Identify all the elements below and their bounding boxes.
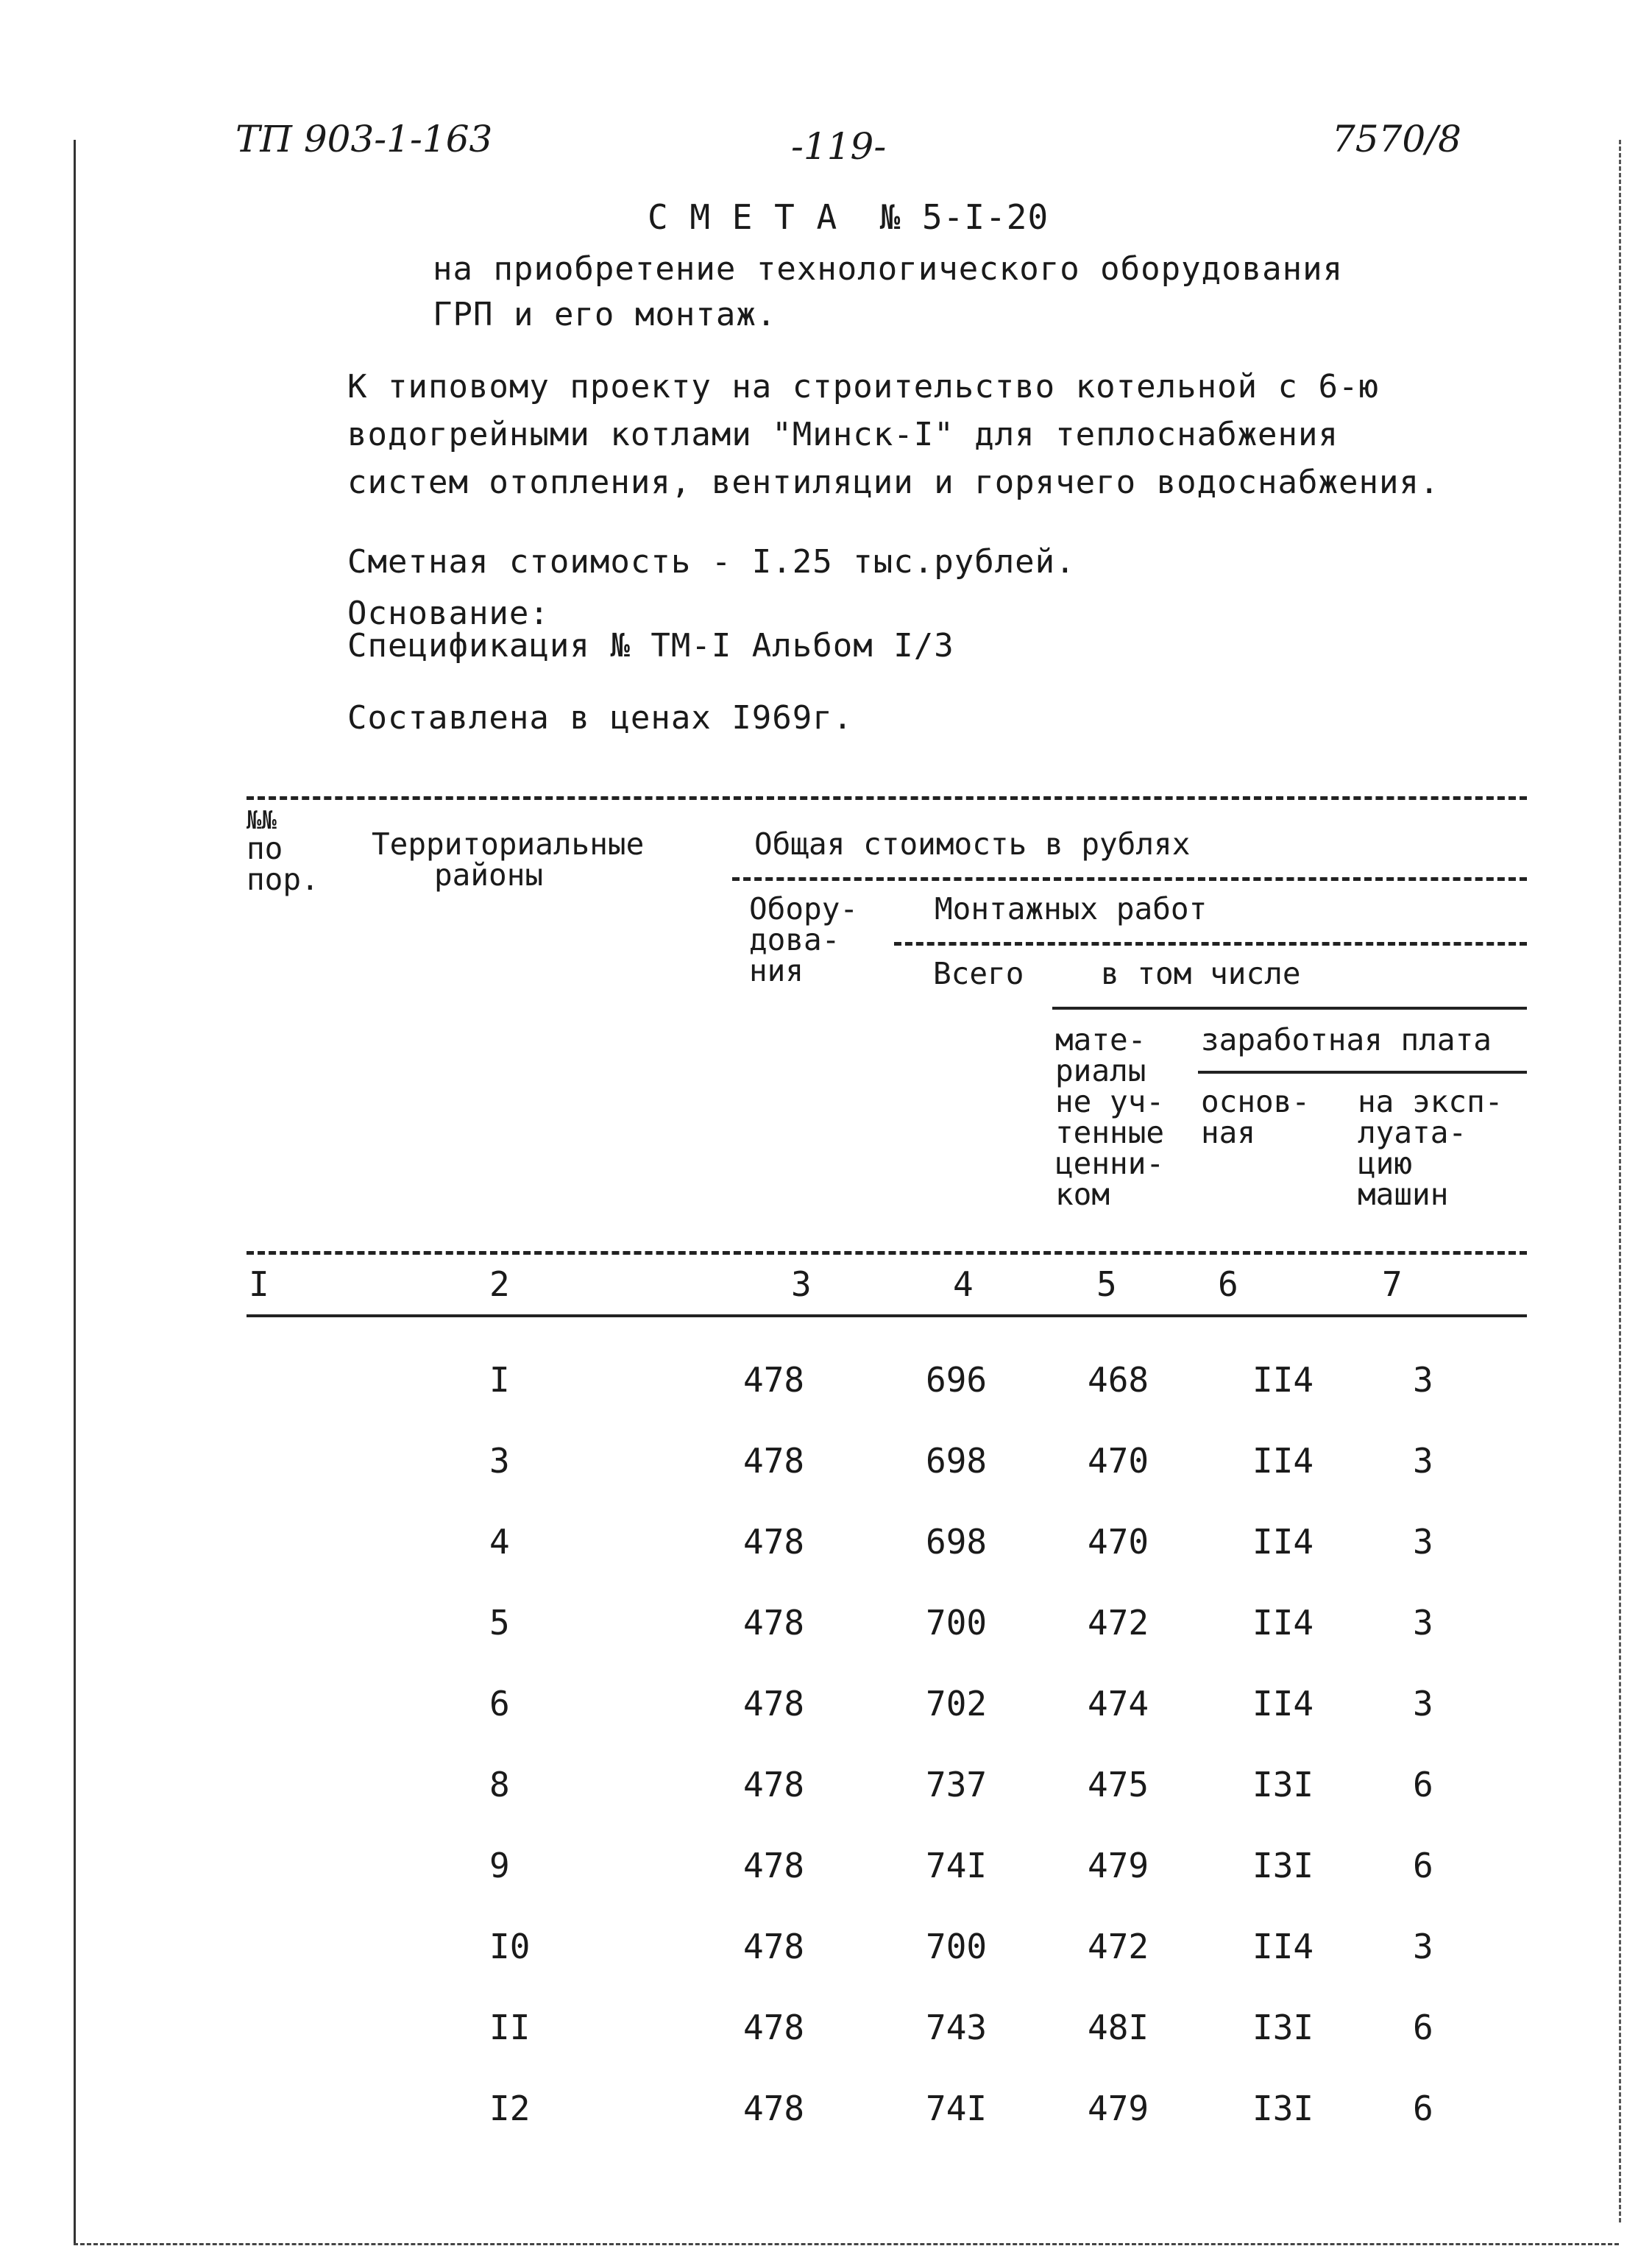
column-number: 3 — [791, 1264, 812, 1304]
rule-under-wages — [1198, 1071, 1527, 1074]
estimate-title: С М Е Т А № 5-I-20 — [648, 197, 1049, 237]
cell-district: I0 — [489, 1927, 531, 1966]
cell-district: II — [489, 2008, 531, 2047]
header-equip-line3: ния — [749, 953, 804, 988]
estimate-subtitle-line1: на приобретение технологического оборудования — [433, 250, 1344, 288]
header-district-col — [372, 826, 645, 893]
cell-install-total: 698 — [926, 1522, 988, 1562]
cell-wages-basic: I3I — [1252, 2008, 1314, 2047]
cell-materials: 472 — [1088, 1603, 1149, 1643]
header-materials-line5: ценни- — [1055, 1146, 1165, 1181]
right-border-line — [1619, 140, 1621, 2222]
intro-line1: К типовому проекту на строительство котельной с 6-ю — [347, 368, 1380, 405]
cell-equipment: 478 — [743, 1603, 805, 1643]
cell-wages-basic: I3I — [1252, 2089, 1314, 2128]
cell-materials: 474 — [1088, 1684, 1149, 1724]
header-install-total: Всего — [933, 956, 1024, 991]
header-basic-line2: ная — [1201, 1115, 1256, 1150]
header-materials-line1: мате- — [1055, 1022, 1146, 1058]
cell-equipment: 478 — [743, 1765, 805, 1804]
cell-materials: 475 — [1088, 1765, 1149, 1804]
cell-materials: 470 — [1088, 1441, 1149, 1481]
header-install-works: Монтажных работ — [935, 891, 1208, 927]
left-border-line — [74, 140, 76, 2245]
cell-install-total: 698 — [926, 1441, 988, 1481]
cell-install-total: 702 — [926, 1684, 988, 1724]
cell-district: 8 — [489, 1765, 510, 1804]
header-num-line3: пор. — [247, 862, 319, 897]
price-basis: Составлена в ценах I969г. — [347, 699, 854, 737]
column-number: I — [249, 1264, 269, 1304]
cell-wages-machines: 3 — [1413, 1684, 1433, 1724]
intro-line2: водогрейными котлами "Минск-I" для теплоснабжения — [347, 416, 1339, 453]
basis-label: Основание: — [347, 595, 550, 632]
cell-install-total: 74I — [926, 2089, 988, 2128]
cell-install-total: 696 — [926, 1360, 988, 1400]
header-district-line1: Территориальные — [372, 826, 645, 862]
header-num-line1: №№ — [247, 806, 277, 835]
header-total-cost: Общая стоимость в рублях — [754, 826, 1191, 862]
table-top-rule — [247, 796, 1527, 800]
header-wages-machines-col — [1358, 1086, 1503, 1210]
header-equipment-col — [749, 893, 858, 986]
header-materials-line4: тенные — [1055, 1115, 1165, 1150]
cell-wages-basic: II4 — [1252, 1927, 1314, 1966]
header-equip-line1: Обору- — [749, 891, 859, 927]
header-materials-line2: риалы — [1055, 1053, 1146, 1088]
cell-install-total: 700 — [926, 1603, 988, 1643]
header-materials-col — [1055, 1024, 1164, 1210]
cell-district: I — [489, 1360, 510, 1400]
rule-under-total-cost — [732, 877, 1527, 881]
column-number: 7 — [1382, 1264, 1403, 1304]
cell-wages-machines: 6 — [1413, 2008, 1433, 2047]
cell-materials: 479 — [1088, 1846, 1149, 1885]
cell-equipment: 478 — [743, 1360, 805, 1400]
cell-wages-basic: II4 — [1252, 1684, 1314, 1724]
cell-wages-basic: I3I — [1252, 1765, 1314, 1804]
cell-wages-machines: 3 — [1413, 1522, 1433, 1562]
cell-equipment: 478 — [743, 1846, 805, 1885]
cell-equipment: 478 — [743, 2008, 805, 2047]
cell-equipment: 478 — [743, 1927, 805, 1966]
cell-equipment: 478 — [743, 1441, 805, 1481]
header-basic-line1: основ- — [1201, 1084, 1311, 1119]
header-machines-line3: цию — [1358, 1146, 1413, 1181]
estimate-subtitle-line2: ГРП и его монтаж. — [433, 296, 777, 333]
header-machines-line2: луата- — [1358, 1115, 1467, 1150]
cell-materials: 472 — [1088, 1927, 1149, 1966]
project-code: ТП 903-1-163 — [235, 118, 493, 160]
intro-line3: систем отопления, вентиляции и горячего водоснабжения. — [347, 464, 1440, 501]
header-num-line2: по — [247, 831, 283, 866]
cell-wages-basic: II4 — [1252, 1603, 1314, 1643]
estimated-cost: Сметная стоимость - I.25 тыс.рублей. — [347, 543, 1076, 581]
cell-install-total: 74I — [926, 1846, 988, 1885]
cell-district: 6 — [489, 1684, 510, 1724]
header-equip-line2: дова- — [749, 922, 840, 957]
header-wages: заработная плата — [1201, 1022, 1492, 1058]
cell-wages-machines: 6 — [1413, 2089, 1433, 2128]
cell-district: I2 — [489, 2089, 531, 2128]
header-including: в том числе — [1101, 956, 1301, 991]
cell-wages-machines: 3 — [1413, 1927, 1433, 1966]
sheet-code: 7570/8 — [1332, 118, 1461, 160]
cell-materials: 479 — [1088, 2089, 1149, 2128]
column-number: 6 — [1218, 1264, 1238, 1304]
header-materials-line3: не уч- — [1055, 1084, 1165, 1119]
header-machines-line1: на эксп- — [1358, 1084, 1503, 1119]
column-number: 2 — [489, 1264, 510, 1304]
header-materials-line6: ком — [1055, 1177, 1110, 1212]
column-number: 4 — [953, 1264, 974, 1304]
cell-equipment: 478 — [743, 1684, 805, 1724]
column-number: 5 — [1096, 1264, 1117, 1304]
rule-under-including — [1052, 1007, 1527, 1010]
bottom-border-line — [74, 2243, 1619, 2245]
header-machines-line4: машин — [1358, 1177, 1449, 1212]
cell-wages-machines: 3 — [1413, 1603, 1433, 1643]
cell-materials: 468 — [1088, 1360, 1149, 1400]
cell-materials: 470 — [1088, 1522, 1149, 1562]
cell-install-total: 700 — [926, 1927, 988, 1966]
cell-wages-basic: II4 — [1252, 1360, 1314, 1400]
rule-under-install-works — [894, 942, 1527, 946]
cell-equipment: 478 — [743, 2089, 805, 2128]
cell-wages-basic: II4 — [1252, 1522, 1314, 1562]
cell-district: 3 — [489, 1441, 510, 1481]
cell-district: 4 — [489, 1522, 510, 1562]
cell-wages-machines: 3 — [1413, 1441, 1433, 1481]
cell-equipment: 478 — [743, 1522, 805, 1562]
cell-wages-basic: I3I — [1252, 1846, 1314, 1885]
cell-install-total: 737 — [926, 1765, 988, 1804]
basis-value: Спецификация № ТМ-I Альбом I/3 — [347, 627, 954, 665]
rule-below-column-numbers — [247, 1314, 1527, 1317]
rule-above-column-numbers — [247, 1251, 1527, 1255]
cell-wages-basic: II4 — [1252, 1441, 1314, 1481]
cell-materials: 48I — [1088, 2008, 1149, 2047]
page-number: -119- — [791, 125, 887, 168]
cell-wages-machines: 6 — [1413, 1846, 1433, 1885]
cell-install-total: 743 — [926, 2008, 988, 2047]
header-district-line2: районы — [434, 857, 544, 893]
cell-district: 9 — [489, 1846, 510, 1885]
cell-wages-machines: 3 — [1413, 1360, 1433, 1400]
header-wages-basic-col — [1201, 1086, 1310, 1148]
cell-district: 5 — [489, 1603, 510, 1643]
cell-wages-machines: 6 — [1413, 1765, 1433, 1804]
header-number-col — [247, 808, 319, 895]
